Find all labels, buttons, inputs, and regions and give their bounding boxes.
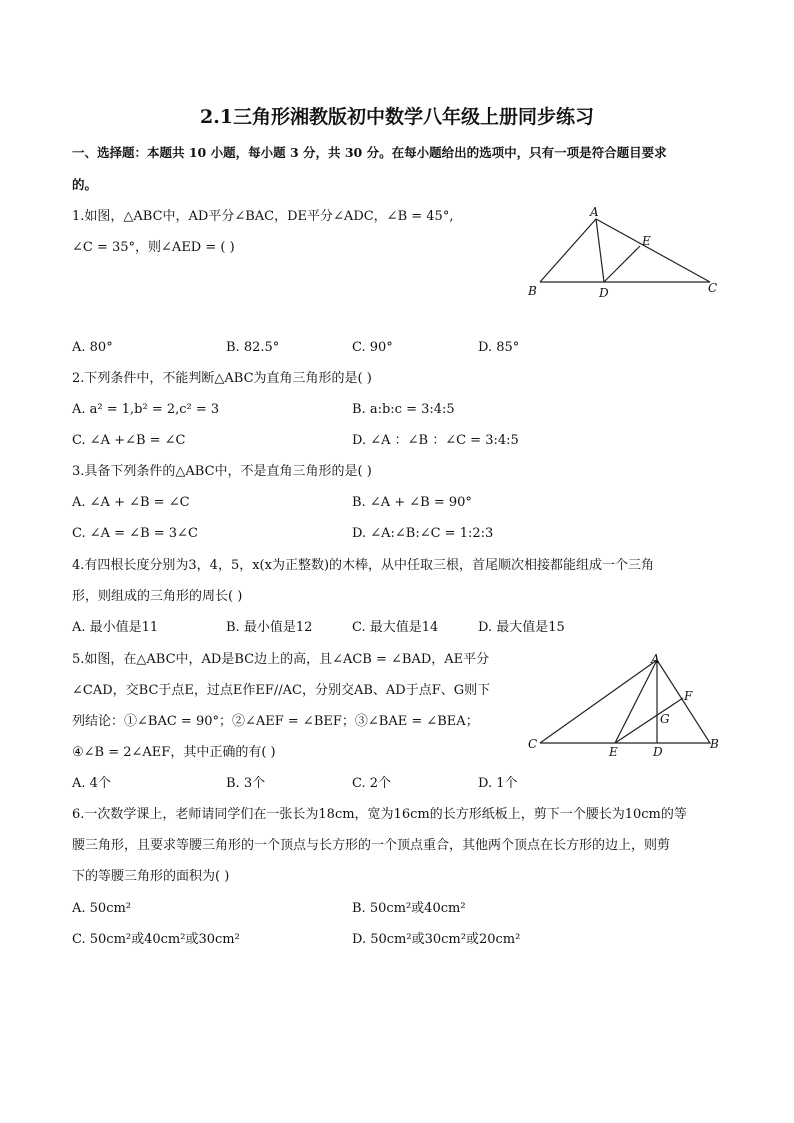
- q1-option-d: D. 85°: [478, 340, 520, 355]
- q6-option-b: B. 50cm²或40cm²: [352, 901, 466, 916]
- q3-option-c: C. ∠A = ∠B = 3∠C: [72, 526, 198, 541]
- q3-option-a: A. ∠A + ∠B = ∠C: [72, 495, 190, 510]
- q5-stem-line3: 列结论：①∠BAC = 90°；②∠AEF = ∠BEF；③∠BAE = ∠BEA；: [72, 714, 479, 729]
- q5-label-a: A: [651, 652, 660, 666]
- q2-option-b: B. a:b:c = 3:4:5: [352, 402, 455, 417]
- q6-stem-line1: 6.一次数学课上，老师请同学们在一张长为18cm，宽为16cm的长方形纸板上，剪下一个腰长为10cm的等: [72, 807, 687, 822]
- q5-label-f: F: [684, 689, 693, 703]
- q3-stem: 3.具备下列条件的△ABC中，不是直角三角形的是( ): [72, 464, 372, 479]
- q4-option-d: D. 最大值是15: [478, 620, 565, 635]
- q1-label-e: E: [642, 234, 651, 248]
- q6-option-d: D. 50cm²或30cm²或20cm²: [352, 932, 521, 947]
- q2-stem: 2.下列条件中，不能判断△ABC为直角三角形的是( ): [72, 371, 372, 386]
- page-title: 2.1三角形湘教版初中数学八年级上册同步练习: [199, 106, 595, 128]
- section-heading-cont: 的。: [72, 177, 98, 192]
- q5-segment-ae: [615, 660, 657, 743]
- q5-option-b: B. 3个: [226, 776, 266, 791]
- q5-option-c: C. 2个: [352, 776, 392, 791]
- q5-triangle-figure: [520, 648, 740, 763]
- q4-option-a: A. 最小值是11: [72, 620, 159, 635]
- q5-label-e: E: [609, 745, 618, 759]
- q5-stem-line1: 5.如图，在△ABC中，AD是BC边上的高，且∠ACB = ∠BAD，AE平分: [72, 652, 490, 667]
- q3-option-d: D. ∠A:∠B:∠C = 1:2:3: [352, 526, 494, 541]
- q1-option-c: C. 90°: [352, 340, 393, 355]
- q6-option-c: C. 50cm²或40cm²或30cm²: [72, 932, 240, 947]
- q5-label-d: D: [653, 745, 663, 759]
- q1-segment-de: [604, 246, 640, 282]
- q1-triangle-abc: [540, 219, 710, 282]
- q4-option-b: B. 最小值是12: [226, 620, 313, 635]
- q5-segment-ef: [615, 698, 683, 743]
- q5-label-g: G: [660, 712, 670, 726]
- q4-stem-line1: 4.有四根长度分别为3，4，5，x(x为正整数)的木棒，从中任取三根，首尾顺次相接都能组成一个三角: [72, 558, 655, 573]
- section-heading: 一、选择题：本题共 10 小题，每小题 3 分，共 30 分。在每小题给出的选项中，只有一项是符合题目要求: [72, 145, 667, 160]
- q4-option-c: C. 最大值是14: [352, 620, 439, 635]
- q5-stem-line4: ④∠B = 2∠AEF，其中正确的有( ): [72, 745, 276, 760]
- q1-label-b: B: [528, 284, 537, 298]
- q1-option-a: A. 80°: [72, 340, 113, 355]
- q6-stem-line3: 下的等腰三角形的面积为( ): [72, 869, 230, 884]
- q1-segment-ad: [596, 219, 604, 282]
- q2-option-c: C. ∠A +∠B = ∠C: [72, 433, 186, 448]
- q5-option-d: D. 1个: [478, 776, 518, 791]
- q1-triangle-figure: [520, 200, 730, 305]
- q1-option-b: B. 82.5°: [226, 340, 280, 355]
- q3-option-b: B. ∠A + ∠B = 90°: [352, 495, 472, 510]
- q4-stem-line2: 形，则组成的三角形的周长( ): [72, 589, 243, 604]
- q5-stem-line2: ∠CAD，交BC于点E，过点E作EF//AC，分别交AB、AD于点F、G则下: [72, 683, 491, 698]
- q1-label-d: D: [599, 286, 609, 300]
- q5-option-a: A. 4个: [72, 776, 111, 791]
- q1-label-c: C: [708, 281, 718, 295]
- q2-option-d: D. ∠A ：∠B ：∠C = 3:4:5: [352, 433, 519, 448]
- q1-label-a: A: [590, 205, 599, 219]
- q6-option-a: A. 50cm²: [72, 901, 132, 916]
- q1-stem-line2: ∠C = 35°，则∠AED = ( ): [72, 240, 235, 255]
- q6-stem-line2: 腰三角形，且要求等腰三角形的一个顶点与长方形的一个顶点重合，其他两个顶点在长方形的边上，则剪: [72, 838, 671, 853]
- q5-label-b: B: [710, 737, 719, 751]
- q1-stem-line1: 1.如图，△ABC中，AD平分∠BAC，DE平分∠ADC，∠B = 45°,: [72, 209, 454, 224]
- q2-option-a: A. a² = 1,b² = 2,c² = 3: [72, 402, 220, 417]
- q5-label-c: C: [528, 737, 538, 751]
